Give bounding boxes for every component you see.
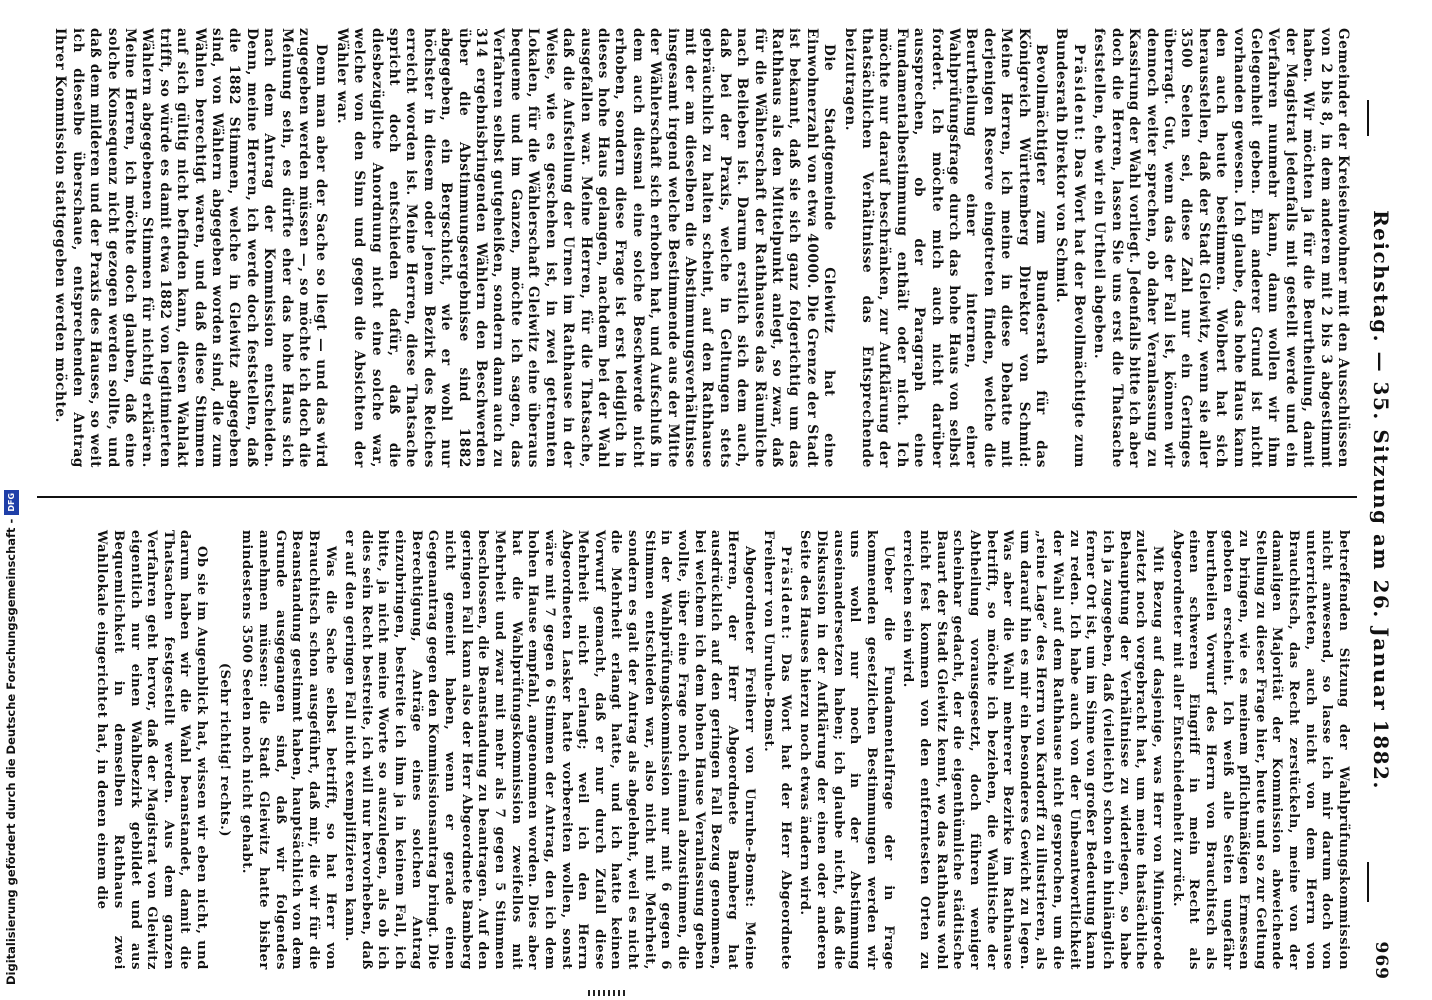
rotated-document-page [31,20,1393,980]
paragraph [1168,530,1351,970]
column-divider [37,496,1357,498]
paragraph-text: Mit Bezug auf dasjenige, was Herr von Minnigerode zuletzt noch vorgebracht hat, um meine thatsächliche Behauptung der Verhältnisse zu widerlegen, so habe ich ja zugegeben, daß (vielleicht) schon ein hinlänglich ferner Ort ist, um im Sinne von großer Bedeutung kann zu reden. Ich habe auch von der Unbeantwortlichkeit der Wahl auf dem Rathhause nicht gesprochen, um die „reine Lage“ des Herrn von Kardorff zu illustrieren, als um darauf hin es mir ein besonderes Gewicht zu legen. Was aber die Wahl mehrerer Bezirke im Rathhause betrifft, so möchte ich beziehen, die Wahltische der Abtheilung vorausgesetzt, doch führen weniger scheinbar gedacht, der die eigenthümliche städtische Bauart der Stadt Gleiwitz kennt, wo das Rathhaus wohl nicht fest kommen von den entferntesten Orten zu erreichen sein wird. [900,530,1165,970]
bottom-scan-artifact [588,990,628,996]
paragraph [1090,28,1351,468]
paragraph-text: betreffenden Sitzung der Wahlprüfungskommission nicht anwesend, so lasse ich mir darum doch von unterrichteten, auch nicht von dem Herrn von Brauchitsch, das Recht zerstückeln, meine von der damaligen Majorität der Kommission abweichende Stellung zu dieser Frage hier, heute und so zur Geltung zu bringen, wie es meinem pflichtmäßigen Ermessen geboten erscheint. Ich weiß alle Seiten ungefähr beurtheilen Vorwurf des Herrn von Brauchitsch als einen schweren Eingriff in mein Recht als Abgeordneter mit aller Entschiedenheit zurück. [1169,530,1351,970]
speaker-label: Präsident: [1070,44,1087,143]
header-rule-right [1367,862,1369,902]
paragraph [341,530,757,970]
speaker-label: Präsident: [777,546,793,641]
paragraph [1052,28,1087,468]
header-rule-left [1367,100,1369,136]
digitization-sidebar [0,0,20,1000]
paragraph-text: Ueber die Fundamentalfrage der in Frage kommenden gesetzlichen Bestimmungen werden wir uns wohl nur noch in der Abstimmung auseinandersetzen haben; ich glaube nicht, daß die Diskussion in der Aufklärung der einen oder anderen Seite des Hauses hierzu noch etwas ändern wird. [797,530,896,970]
page-title: Reichstag. — 35. Sitzung am 26. Januar 1882. [1369,210,1393,790]
text-column-right [90,530,1351,970]
paragraph [840,28,1049,468]
paragraph-text: Bevollmächtigter zum Bundesrath für das Königreich Württemberg Direktor von Schmid: Meine Herren, ich meine in diese Debatte mit derjenigen Reserve eingetreten finden, welche die Beurtheilung einer internen, einer Wahlprüfungsfrage durch das hohe Haus von selbst fordert. Ich möchte mich auch nicht darüber aussprechen, ob der Paragraph eine Fundamentalbestimmung enthält oder nicht. Ich möchte nur darauf beschränken, zur Aufklärung der thatsächlichen Verhältnisse das Entsprechende beizutragen. [841,28,1050,468]
paragraph [899,530,1165,970]
paragraph-text: Das Wort hat der Herr Abgeordnete Freiherr von Unruhe-Bomst. [761,530,793,970]
page-number: 969 [1371,941,1391,980]
paragraph-text: (Sehr richtig! rechts.) [216,662,232,838]
paragraph [332,28,837,468]
page-header [1363,20,1393,980]
paragraph [51,28,330,468]
sidebar-credit-text: Digitalisierung gefördert durch die Deutsche Forschungsgemeinschaft - [4,518,18,985]
paragraph-text: Denn man aber der Sache so liegt — und das wird zugegeben werden müssen —, so möchte ich doch die Meinung sein, es dürfte eher das hohe Haus sich nach dem Antrag der Kommission entscheiden. Denn, meine Herren, ich werde doch feststellen, daß die 1882 Stimmen, welche in Gleiwitz abgegeben sind, von Wählern abgegeben worden sind, die zum Wählen berechtigt waren, und daß diese Stimmen auf sich gültig nicht befinden kann, diesen Wahlakt trifft, so würde es damit etwa 1882 von legitimierten Wählern abgegebenen Stimmen für nichtig erklären. Meine Herren, ich möchte doch glauben, daß eine solche Konsequenz nicht gezogen werden sollte, und daß dem milderen und der Praxis des Hauses, so weit ich dieselbe überschaue, entsprechenden Antrag Ihrer Kommission stattgegeben werden möchte. [52,28,330,468]
paragraph [238,530,338,970]
sidebar-credit [1,0,21,985]
text-column-left [48,28,1351,468]
paragraph-text: Was die Sache selbst betrifft, so hat Herr von Brauchitsch schon ausgeführt, daß mir, die wir für die Beanstandung gestimmt haben, hauptsächlich von dem Grunde ausgegangen sind, daß wir folgendes annehmen müssen: die Stadt Gleiwitz hatte bisher mindestens 3500 Seelen noch nicht gehabt. [239,530,338,970]
paragraph [796,530,896,970]
paragraph-text: Gemeinder der Kreiseinwohner mit den Ausschlüssen von 2 bis 8, in dem anderen mit 2 bis 3 abgestimmt haben. Wir möchten ja für die Beurtheilung, damit der Magistrat jedenfalls mit gestellt werde und ein Verfahren nunmehr kann, dann wollen wir ihm Gelegenheit geben. Ein anderer Grund ist nicht vorhanden gewesen. Ich glaube, das hohe Haus kann den auch heute bestimmen. Wolbert hat sich herausstellen, daß der Stadt Gleiwitz, wenn sie aller 3500 Seelen sei, diese Zahl nur ein Geringes überragt. Gut, wenn das der Fall ist, können wir dennoch weiter sprechen, ob daher Veranlassung zu Kassirung der Wahl vorliegt. Jedenfalls bitte ich aber doch die Herren, lassen Sie uns erst die Thatsache feststellen, ehe wir ein Urtheil abgeben. [1091,28,1351,468]
paragraph-text: Das Wort hat der Bevollmächtigte zum Bundesrath Direktor von Schmid. [1053,28,1087,468]
paragraph-text: Ob sie im Augenblick hat, wissen wir eben nicht, und darum haben wir die Wahl beanstandet, damit die Thatsachen festgestellt werden. Aus dem ganzen Verfahren geht hervor, daß der Magistrat von Gleiwitz eigentlich nur einen Wahlbezirk gebildet und aus Bequemlichkeit in demselben Rathhaus zwei Wahllokale eingerichtet hat, in denen einem die [94,530,210,970]
paragraph-text: Die Stadtgemeinde Gleiwitz hat eine Einwohnerzahl von etwa 40000. Die Grenze der Stadt ist bekannt, daß sie sich ganz folgerichtig um das Rathhaus als den Mittelpunkt anlegt, so zwar, daß für die Wählerschaft der Rathhauses das Räumliche nach Belieben ist. Darum erstlich sich dem auch, daß bei der Praxis, welche in Geltungen stets gebräuchlich zu halten scheint, auf den Rathhause mit der am dieselben die Abstimmungsverhältnisse insgesamt irgend welche Bestimmende aus der Mitte der Wählerschaft sich erhoben hat, und Aufschluß in dem auch diesmal eine solche Beschwerde nicht erhoben, sondern diese Frage ist erst lediglich in dieses hohe Haus gelangen, nachdem bei der Wahl ausgefallen war. Meine Herren, für die Thatsache, daß die Aufstellung der Urnen im Rathhause in der Weise, wie es geschehen ist, in zwei getrennten Lokalen, für die Wählerschaft Gleiwitz eine überaus bequeme und im Ganzen, möchte ich sagen, das Verfahren selbst gutgeheißen, sondern dann auch zu 314 ergebnisbringenden Wählern den Beschwerden über die Abstimmungsergebnisse sind 1882 abgegeben, ein Bergschicht, wie er wohl nur höchster in diesem oder jenem Bezirk des Reiches erreicht worden ist. Meine Herren, diese Thatsache spricht doch entschieden dafür, daß die diesbezügliche Anordnung nicht eine solche war, welche von den Sinn und gegen die Absichten der Wähler war. [333,28,838,468]
dfg-logo: DFG [4,490,19,515]
paragraph [760,530,793,970]
paragraph-interjection [215,530,232,970]
paragraph-text: Abgeordneter Freiherr von Unruhe-Bomst: Meine Herren, der Herr Abgeordnete Bamberg hat ausdrücklich auf den geringen Fall Bezug genommen, bei welchem ich dem hohen Hause Veranlassung geben wollte, über eine Frage noch einmal abzustimmen, die in der Wahlprüfungskommission nur mit 6 gegen 6 Stimmen entschieden war, also nicht mit Mehrheit, sondern es galt der Antrag als abgelehnt, weil es nicht die Mehrheit erlangt hatte, und ich hatte keinen Vorwurf gemacht, daß er nur durch Zufall diese Mehrheit nicht erlangt; weil ich den Herrn Abgeordneten Lasker hatte vorbereiten wollen, sonst wäre mit 7 gegen 6 Stimmen der Antrag, den ich dem hohen Hause empfahl, angenommen worden. Dies aber hat die Wahlprüfungskommission zweifellos mit Mehrheit und zwar mit mehr als 7 gegen 5 Stimmen beschlossen, die Beanstandung zu beantragen. Auf den geringen Fall kann also der Herr Abgeordnete Bamberg nicht gemeint haben, wenn er gerade einen Gegenantrag gegen den Kommissionsantrag bringt. Die Berechtigung, Anträge eines solchen Antrag einzubringen, bestreite ich ihm ja in keinem Fall, ich bitte, ja nicht meine Worte so auszulegen, als ob ich dies sein Recht bestreite, ich will nur hervorheben, daß er auf den geringen Fall nicht exemplifizieren kann. [342,530,757,970]
paragraph [93,530,209,970]
